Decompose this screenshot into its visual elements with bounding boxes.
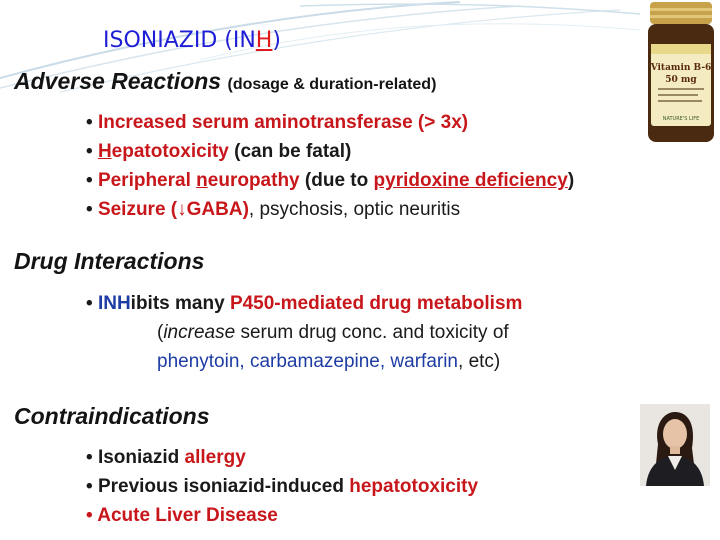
title-highlight: H	[255, 28, 273, 53]
list-item: • Hepatotoxicity (can be fatal)	[86, 141, 352, 162]
list-item: • Isoniazid allergy	[86, 447, 246, 468]
interaction-drugs-line: phenytoin, carbamazepine, warfarin, etc)	[157, 351, 501, 372]
list-item: • INHibits many P450-mediated drug metabolism	[86, 293, 523, 314]
list-item: • Previous isoniazid-induced hepatotoxicity	[86, 476, 479, 497]
contraindications-heading: Contraindications	[14, 403, 210, 429]
interaction-detail-line: (increase serum drug conc. and toxicity of	[157, 322, 509, 343]
bottle-brand-label: Vitamin B-6	[650, 63, 712, 73]
list-item: • Peripheral neuropathy (due to pyridoxine deficiency)	[86, 170, 575, 191]
adverse-reactions-heading: Adverse Reactions (dosage & duration-related)	[14, 68, 437, 94]
drug-interactions-heading: Drug Interactions	[14, 248, 205, 274]
slide-title: ISONIAZID (INH)	[103, 28, 281, 53]
adverse-reactions-subheading: (dosage & duration-related)	[227, 76, 437, 93]
vitamin-b6-bottle-image	[640, 0, 720, 145]
presenter-photo	[640, 404, 710, 486]
drug-interactions-list	[86, 289, 522, 318]
bottle-footer-label: NATURE'S LIFE	[662, 116, 700, 122]
list-item: • Acute Liver Disease	[86, 505, 278, 526]
list-item: • Seizure (↓GABA), psychosis, optic neuritis	[86, 199, 461, 220]
list-item: • Increased serum aminotransferase (> 3x)	[86, 112, 469, 133]
contraindications-list	[86, 443, 478, 530]
adverse-reactions-list	[86, 108, 574, 224]
bottle-dose-label: 50 mg	[665, 75, 697, 85]
